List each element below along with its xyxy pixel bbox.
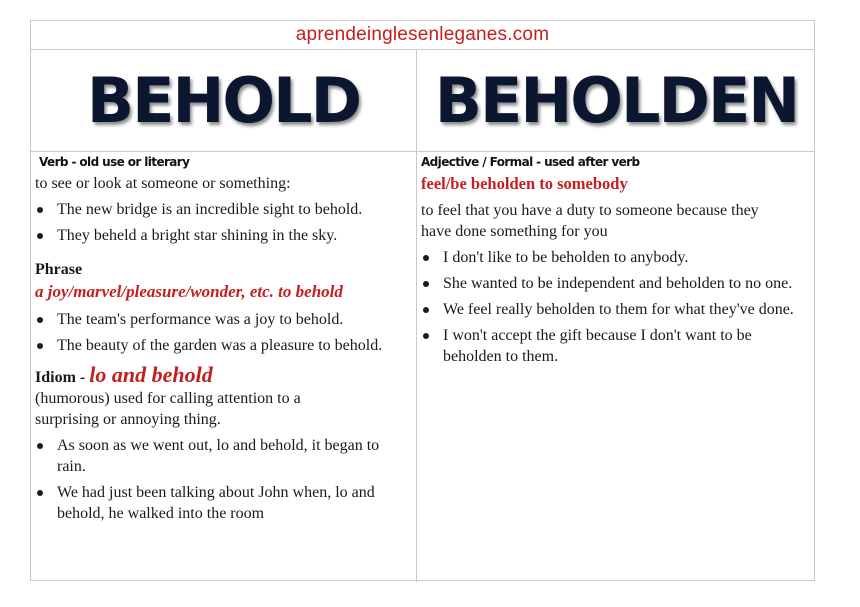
list-item: As soon as we went out, lo and behold, it began to rain. bbox=[35, 435, 385, 477]
behold-examples bbox=[35, 199, 413, 246]
idiom-heading bbox=[35, 362, 413, 388]
site-header bbox=[31, 21, 814, 50]
list-item: We had just been talking about John when, lo and behold, he walked into the room bbox=[35, 482, 385, 524]
behold-definition: to see or look at someone or something: bbox=[35, 175, 291, 192]
site-title[interactable]: aprendeinglesenleganes.com bbox=[295, 24, 550, 45]
beholden-column bbox=[421, 152, 813, 367]
comparison-table bbox=[30, 20, 815, 581]
list-item: The team's performance was a joy to behold. bbox=[35, 309, 413, 330]
idiom-examples bbox=[35, 435, 385, 524]
behold-category: Verb - old use or literary bbox=[39, 155, 190, 169]
idiom-definition: (humorous) used for calling attention to a surprising or annoying thing. bbox=[35, 390, 301, 428]
list-item: We feel really beholden to them for what they've done. bbox=[421, 299, 811, 320]
word-beholden: BEHOLDEN bbox=[434, 63, 799, 137]
list-item: I won't accept the gift because I don't want to be beholden to them. bbox=[421, 325, 811, 367]
behold-phrase: a joy/marvel/pleasure/wonder, etc. to behold bbox=[35, 282, 343, 301]
phrase-label: Phrase bbox=[35, 261, 83, 278]
list-item: I don't like to be beholden to anybody. bbox=[421, 247, 811, 268]
beholden-category: Adjective / Formal - used after verb bbox=[421, 155, 640, 169]
beholden-phrase: feel/be beholden to somebody bbox=[421, 174, 628, 193]
list-item: They beheld a bright star shining in the sky. bbox=[35, 225, 413, 246]
idiom-text: lo and behold bbox=[89, 362, 213, 387]
list-item: The beauty of the garden was a pleasure to behold. bbox=[35, 335, 413, 356]
beholden-examples bbox=[421, 247, 811, 367]
word-behold: BEHOLD bbox=[86, 63, 361, 137]
idiom-label: Idiom - bbox=[35, 369, 86, 386]
beholden-definition: to feel that you have a duty to someone because they have done something for you bbox=[421, 202, 759, 240]
behold-column bbox=[35, 152, 413, 524]
phrase-examples bbox=[35, 309, 413, 356]
list-item: She wanted to be independent and beholden to no one. bbox=[421, 273, 811, 294]
list-item: The new bridge is an incredible sight to behold. bbox=[35, 199, 413, 220]
